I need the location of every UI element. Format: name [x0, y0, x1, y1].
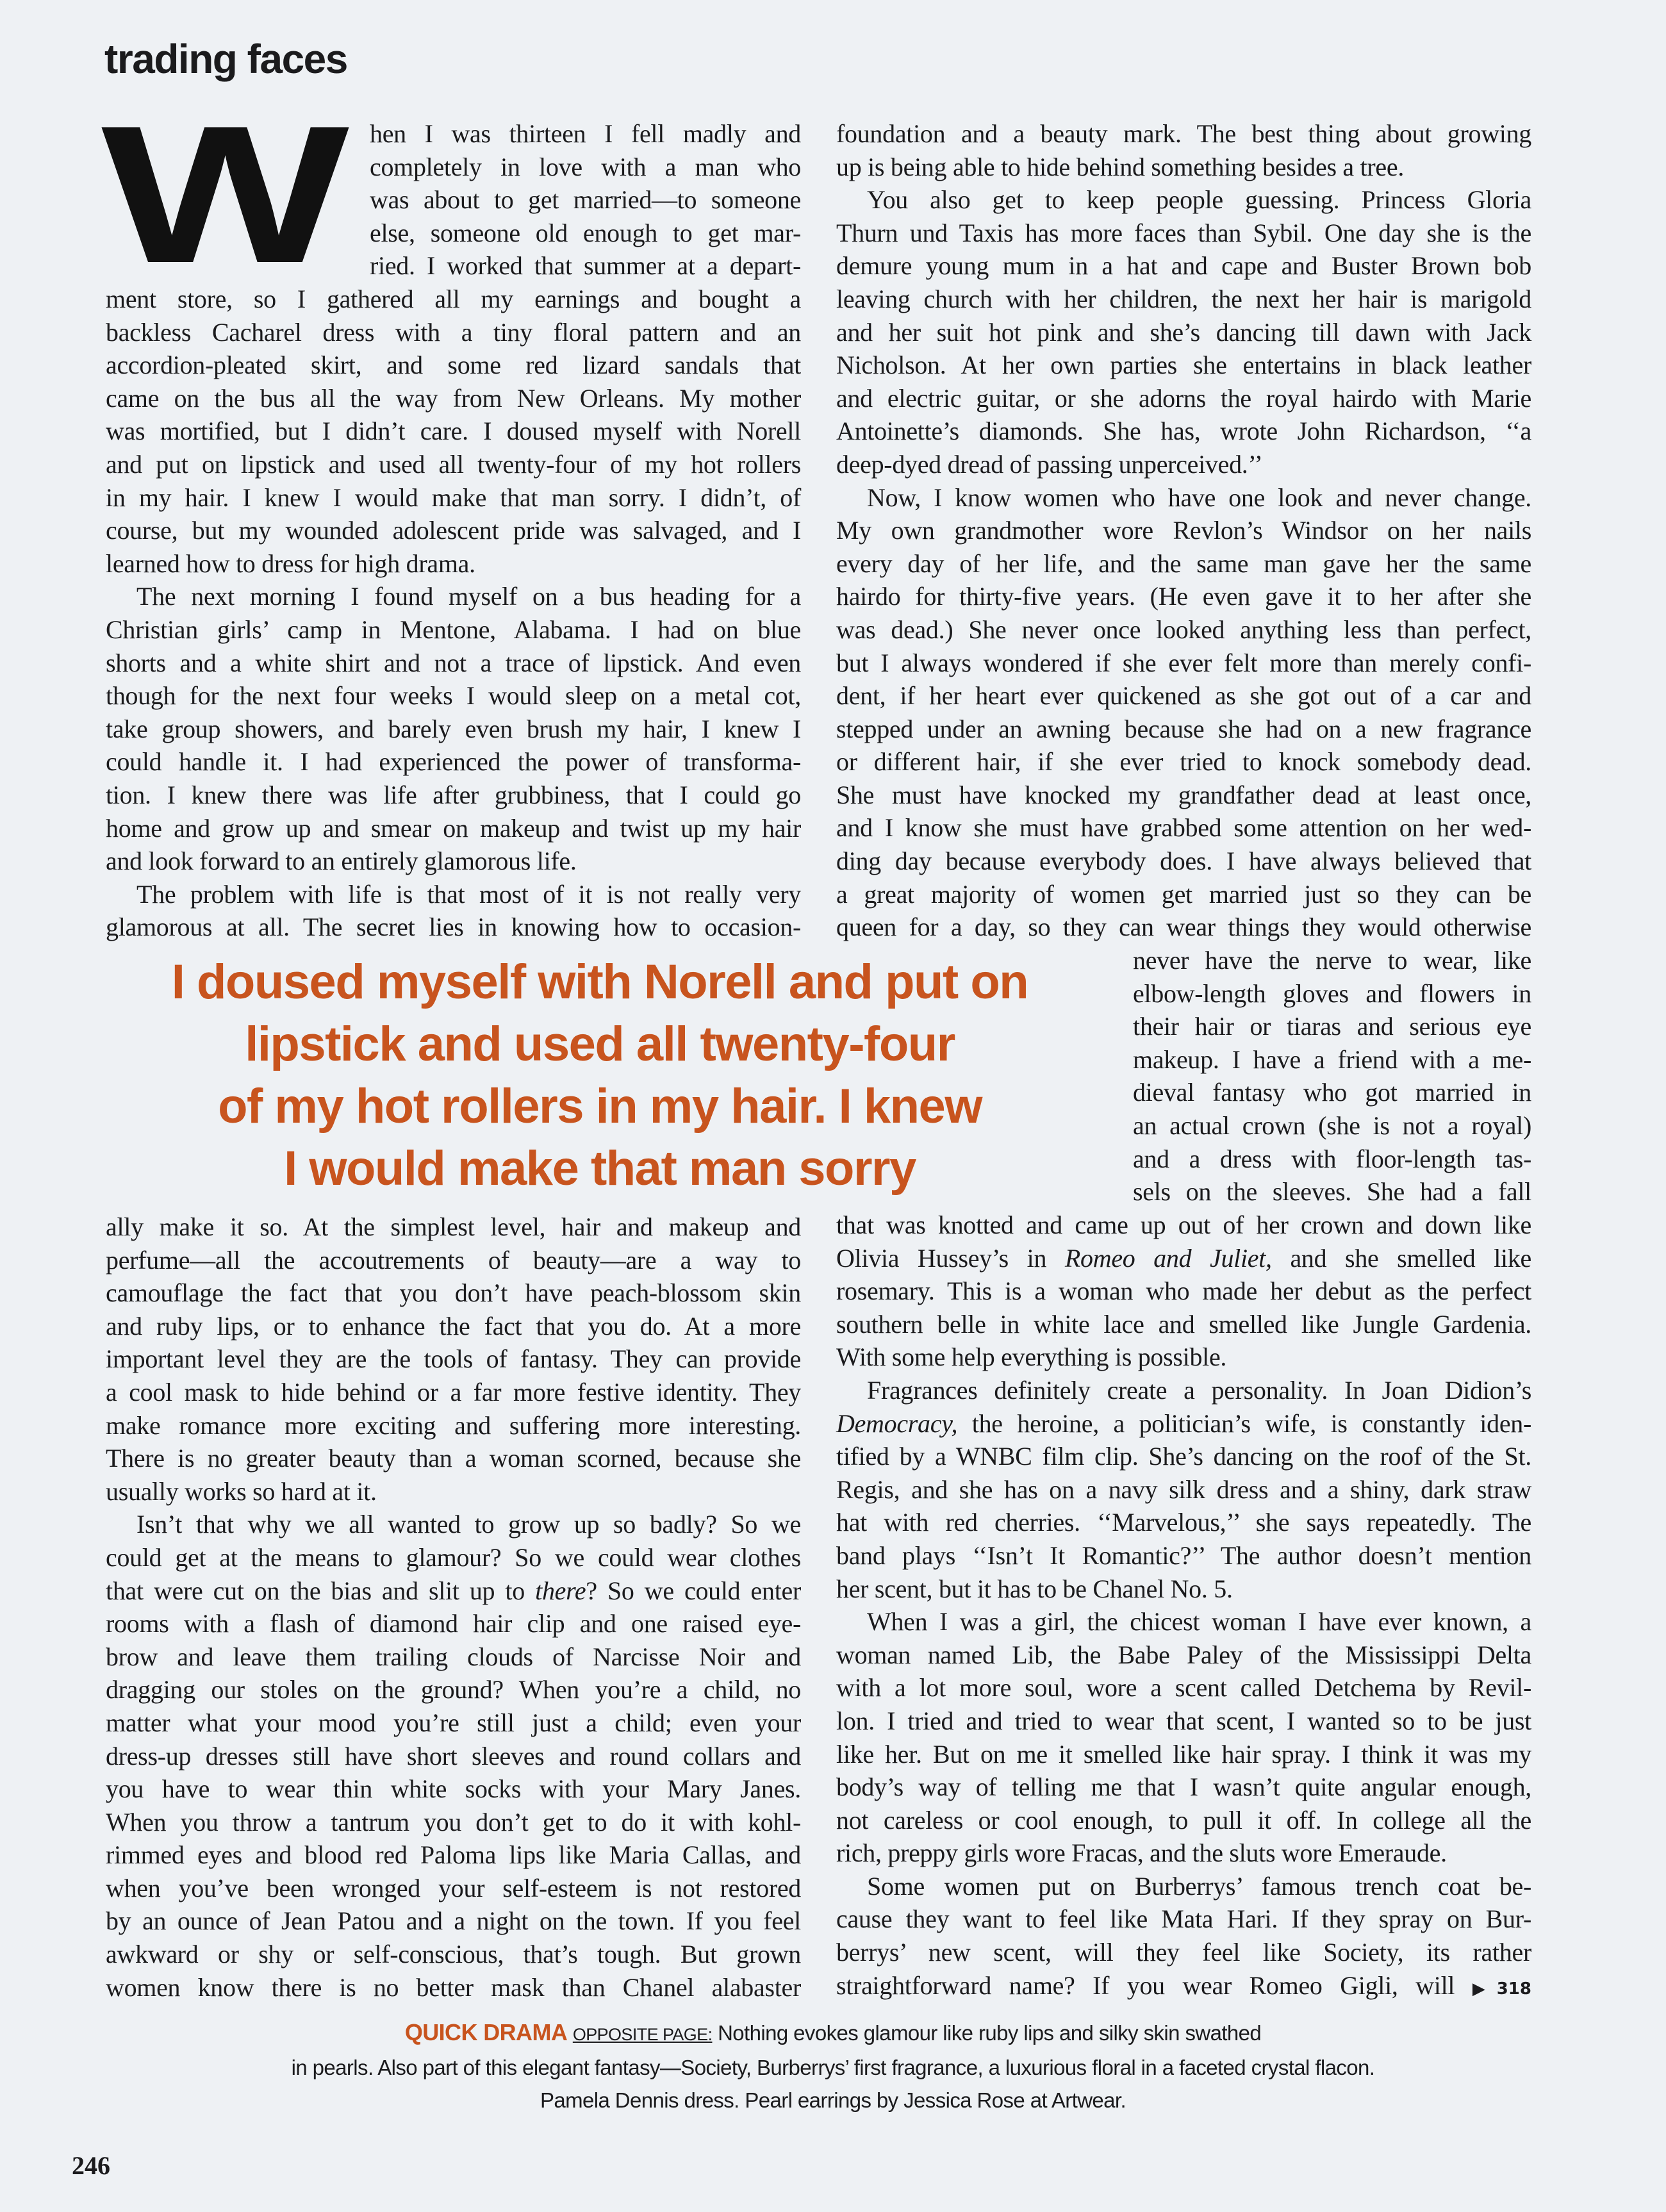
text-line: shorts and a white shirt and not a trace of lipstick. And even — [106, 648, 801, 677]
article-column-left-bottom — [106, 1210, 801, 2004]
text-line: Antoinette’s diamonds. She has, wrote John Richardson, ‘‘a — [836, 417, 1531, 446]
text-line: cause they want to feel like Mata Hari. If they spray on Bur- — [836, 1904, 1531, 1934]
text-line: dragging our stoles on the ground? When you’re a child, no — [106, 1675, 801, 1704]
text-line: was dead.) She never once looked anything less than perfect, — [836, 615, 1531, 644]
text-line: and put on lipstick and used all twenty-four of my hot rollers — [106, 449, 801, 479]
section-title: trading faces — [104, 36, 347, 82]
text-line: up is being able to hide behind something besides a tree. — [836, 152, 1405, 181]
text-line: foundation and a beauty mark. The best thing about growing — [836, 119, 1531, 148]
text-line — [836, 1407, 1531, 1440]
text-line: and ruby lips, or to enhance the fact that you do. At a more — [106, 1311, 801, 1341]
italic-title: there — [535, 1576, 586, 1605]
text-line: home and grow up and smear on makeup and twist up my hair — [106, 813, 801, 843]
text-line: Some women put on Burberrys’ famous trench coat be- — [867, 1871, 1531, 1901]
text-line: southern belle in white lace and smelled like Jungle Gardenia. — [836, 1309, 1531, 1339]
text-line: like her. But on me it smelled like hair spray. I think it was my — [836, 1739, 1531, 1769]
italic-title: Romeo and Juliet, — [1064, 1243, 1272, 1273]
text-line: learned how to dress for high drama. — [106, 549, 475, 578]
text-line: tion. I knew there was life after grubbiness, that I could go — [106, 780, 801, 809]
text-line: dieval fantasy who got married in — [1133, 1078, 1531, 1107]
text-line: berrys’ new scent, will they feel like Society, its rather — [836, 1938, 1531, 1967]
text-line: course, but my wounded adolescent pride was salvaged, and I — [106, 516, 801, 545]
text-line: but I always wondered if she ever felt more than merely confi- — [836, 648, 1531, 677]
text-line: Fragrances definitely create a personality. In Joan Didion’s — [867, 1375, 1531, 1405]
text-line: There is no greater beauty than a woman scorned, because she — [106, 1444, 801, 1473]
text-line: and I know she must have grabbed some attention on her wed- — [836, 813, 1531, 843]
text-line: in my hair. I knew I would make that man sorry. I didn’t, of — [106, 483, 801, 512]
photo-caption — [0, 2016, 1666, 2117]
text-line: ried. I worked that summer at a depart- — [370, 251, 801, 281]
text-segment: ? So we could enter — [586, 1576, 802, 1605]
caption-line: Nothing evokes glamour like ruby lips and silky skin swathed — [718, 2021, 1262, 2045]
text-line: Now, I know women who have one look and never change. — [867, 483, 1531, 512]
text-line: When I was a girl, the chicest woman I have ever known, a — [867, 1607, 1531, 1637]
text-line: queen for a day, so they can wear things they would otherwise — [836, 912, 1531, 942]
text-line: by an ounce of Jean Patou and a night on the town. If you feel — [106, 1906, 801, 1936]
text-line: body’s way of telling me that I wasn’t quite angular enough, — [836, 1772, 1531, 1802]
text-line: and electric guitar, or she adorns the royal hairdo with Marie — [836, 383, 1531, 413]
caption-label: OPPOSITE PAGE: — [572, 2025, 713, 2044]
text-line: band plays ‘‘Isn’t It Romantic?’’ The author doesn’t mention — [836, 1540, 1531, 1570]
text-line: an actual crown (she is not a royal) — [1133, 1110, 1531, 1140]
italic-title: Democracy, — [836, 1408, 958, 1438]
text-line: elbow-length gloves and flowers in — [1133, 978, 1531, 1008]
text-line: and look forward to an entirely glamorous life. — [106, 846, 577, 876]
text-line: Thurn und Taxis has more faces than Sybil. One day she is the — [836, 218, 1531, 247]
text-line: usually works so hard at it. — [106, 1476, 377, 1506]
text-line: sels on the sleeves. She had a fall — [1133, 1177, 1531, 1207]
text-line: was about to get married—to someone — [370, 185, 801, 215]
text-line: rich, preppy girls wore Fracas, and the sluts wore Emeraude. — [836, 1838, 1447, 1868]
text-line — [106, 1574, 801, 1608]
text-line: You also get to keep people guessing. Princess Gloria — [867, 185, 1531, 215]
text-line: dent, if her heart ever quickened as she got out of a car and — [836, 681, 1531, 711]
text-line: matter what your mood you’re still just a child; even your — [106, 1708, 801, 1737]
text-line: rimmed eyes and blood red Paloma lips like Maria Callas, and — [106, 1840, 801, 1870]
text-line: that was knotted and came up out of her crown and down like — [836, 1210, 1531, 1239]
caption-kicker: QUICK DRAMA — [404, 2019, 568, 2045]
text-line: lon. I tried and tried to wear that scent, I wanted so to be just — [836, 1706, 1531, 1735]
text-line: Isn’t that why we all wanted to grow up so badly? So we — [136, 1510, 801, 1539]
text-line: Nicholson. At her own parties she entertains in black leather — [836, 351, 1531, 380]
text-line: rooms with a flash of diamond hair clip and one raised eye- — [106, 1609, 801, 1638]
text-line: hen I was thirteen I fell madly and — [370, 119, 801, 148]
text-line: important level they are the tools of fantasy. They can provide — [106, 1344, 801, 1374]
text-line: her scent, but it has to be Chanel No. 5. — [836, 1574, 1233, 1603]
pull-quote — [83, 951, 1116, 1200]
text-line: with a lot more soul, wore a scent called Detchema by Revil- — [836, 1673, 1531, 1703]
text-line: when you’ve been wronged your self-esteem is not restored — [106, 1873, 801, 1902]
text-line: demure young mum in a hat and cape and Buster Brown bob — [836, 251, 1531, 281]
text-line: deep-dyed dread of passing unperceived.’’ — [836, 449, 1263, 479]
text-line: ding day because everybody does. I have always believed that — [836, 846, 1531, 876]
text-line — [836, 1242, 1531, 1275]
text-line: and her suit hot pink and she’s dancing till dawn with Jack — [836, 317, 1531, 347]
text-line: else, someone old enough to get mar- — [370, 218, 801, 247]
text-line: tified by a WNBC film clip. She’s dancing on the roof of the St. — [836, 1442, 1531, 1471]
text-line: or different hair, if she ever tried to knock somebody dead. — [836, 747, 1531, 777]
text-line: could get at the means to glamour? So we could wear clothes — [106, 1542, 801, 1572]
text-line: camouflage the fact that you don’t have peach-blossom skin — [106, 1278, 801, 1308]
text-line: you have to wear thin white socks with your Mary Janes. — [106, 1774, 801, 1804]
text-line: was mortified, but I didn’t care. I doused myself with Norell — [106, 417, 801, 446]
caption-line: in pearls. Also part of this elegant fantasy—Society, Burberrys’ first fragrance, a luxurious floral in a faceted crystal flacon. — [291, 2056, 1375, 2079]
caption-line: Pamela Dennis dress. Pearl earrings by Jessica Rose at Artwear. — [540, 2088, 1126, 2112]
text-line: stepped under an awning because she had on a new fragrance — [836, 714, 1531, 743]
text-segment: the heroine, a politician’s wife, is constantly iden- — [957, 1408, 1531, 1438]
text-line: backless Cacharel dress with a tiny floral pattern and an — [106, 317, 801, 347]
text-line: accordion-pleated skirt, and some red lizard sandals that — [106, 351, 801, 380]
text-line: hat with red cherries. ‘‘Marvelous,’’ she says repeatedly. The — [836, 1508, 1531, 1537]
text-line: every day of her life, and the same man gave her the same — [836, 549, 1531, 578]
text-line — [836, 1969, 1531, 2002]
text-segment: straightforward name? If you wear Romeo Gigli, will — [836, 1970, 1472, 2000]
text-line: Regis, and she has on a navy silk dress and a shiny, dark straw — [836, 1474, 1531, 1504]
text-line: and a dress with floor-length tas- — [1133, 1144, 1531, 1173]
text-line: When you throw a tantrum you don’t get to do it with kohl- — [106, 1807, 801, 1836]
article-column-right-top — [836, 117, 1531, 944]
text-line: not careless or cool enough, to pull it off. In college all the — [836, 1805, 1531, 1835]
text-line: The next morning I found myself on a bus heading for a — [136, 582, 801, 611]
pull-quote-line: I doused myself with Norell and put on — [171, 955, 1028, 1009]
pull-quote-line: I would make that man sorry — [284, 1141, 916, 1196]
text-line: perfume—all the accoutrements of beauty—are a way to — [106, 1245, 801, 1275]
text-line: could handle it. I had experienced the power of transforma- — [106, 747, 801, 777]
pull-quote-line: lipstick and used all twenty-four — [245, 1017, 955, 1071]
text-line: With some help everything is possible. — [836, 1342, 1227, 1372]
article-column-right-bottom — [836, 1209, 1531, 2002]
article-column-right-narrow — [1133, 944, 1531, 1209]
text-line: a great majority of women get married just so they can be — [836, 879, 1531, 909]
text-line: ment store, so I gathered all my earnings and bought a — [106, 285, 801, 313]
text-line: completely in love with a man who — [370, 152, 801, 181]
text-line: She must have knocked my grandfather dead at least once, — [836, 780, 1531, 809]
text-line: makeup. I have a friend with a me- — [1133, 1044, 1531, 1074]
text-line: leaving church with her children, the next her hair is marigold — [836, 284, 1531, 313]
text-line: rosemary. This is a woman who made her debut as the perfect — [836, 1276, 1531, 1306]
text-segment: Olivia Hussey’s in — [836, 1243, 1065, 1273]
text-line: make romance more exciting and suffering more interesting. — [106, 1410, 801, 1440]
text-line: take group showers, and barely even brush my hair, I knew I — [106, 714, 801, 743]
text-line: The problem with life is that most of it is not really very — [136, 879, 801, 909]
text-line: though for the next four weeks I would sleep on a metal cot, — [106, 681, 801, 711]
text-line: My own grandmother wore Revlon’s Windsor on her nails — [836, 516, 1531, 545]
drop-cap: W — [101, 85, 350, 304]
text-line: woman named Lib, the Babe Paley of the Mississippi Delta — [836, 1640, 1531, 1669]
pull-quote-line: of my hot rollers in my hair. I knew — [218, 1079, 982, 1134]
text-line: a cool mask to hide behind or a far more festive identity. They — [106, 1377, 801, 1407]
text-line: never have the nerve to wear, like — [1133, 946, 1531, 975]
text-segment: and she smelled like — [1271, 1243, 1531, 1273]
text-line: hairdo for thirty-five years. (He even gave it to her after she — [836, 582, 1531, 611]
text-line: their hair or tiaras and serious eye — [1133, 1012, 1531, 1041]
continued-page-ref[interactable]: ▶318 — [1472, 1979, 1531, 1999]
text-segment: that were cut on the bias and slit up to — [106, 1576, 536, 1605]
text-line: women know there is no better mask than Chanel alabaster — [106, 1972, 801, 2002]
text-line: ally make it so. At the simplest level, hair and makeup and — [106, 1212, 801, 1241]
article-column-left-top — [370, 117, 801, 283]
text-line: awkward or shy or self-conscious, that’s tough. But grown — [106, 1940, 801, 1969]
text-line: dress-up dresses still have short sleeves and round collars and — [106, 1741, 801, 1770]
text-line: Christian girls’ camp in Mentone, Alabama. I had on blue — [106, 615, 801, 644]
page-number: 246 — [72, 2151, 110, 2180]
text-line: brow and leave them trailing clouds of Narcisse Noir and — [106, 1642, 801, 1671]
article-column-left-middle — [106, 283, 801, 944]
text-line: came on the bus all the way from New Orleans. My mother — [106, 383, 801, 413]
text-line: glamorous at all. The secret lies in knowing how to occasion- — [106, 912, 801, 942]
